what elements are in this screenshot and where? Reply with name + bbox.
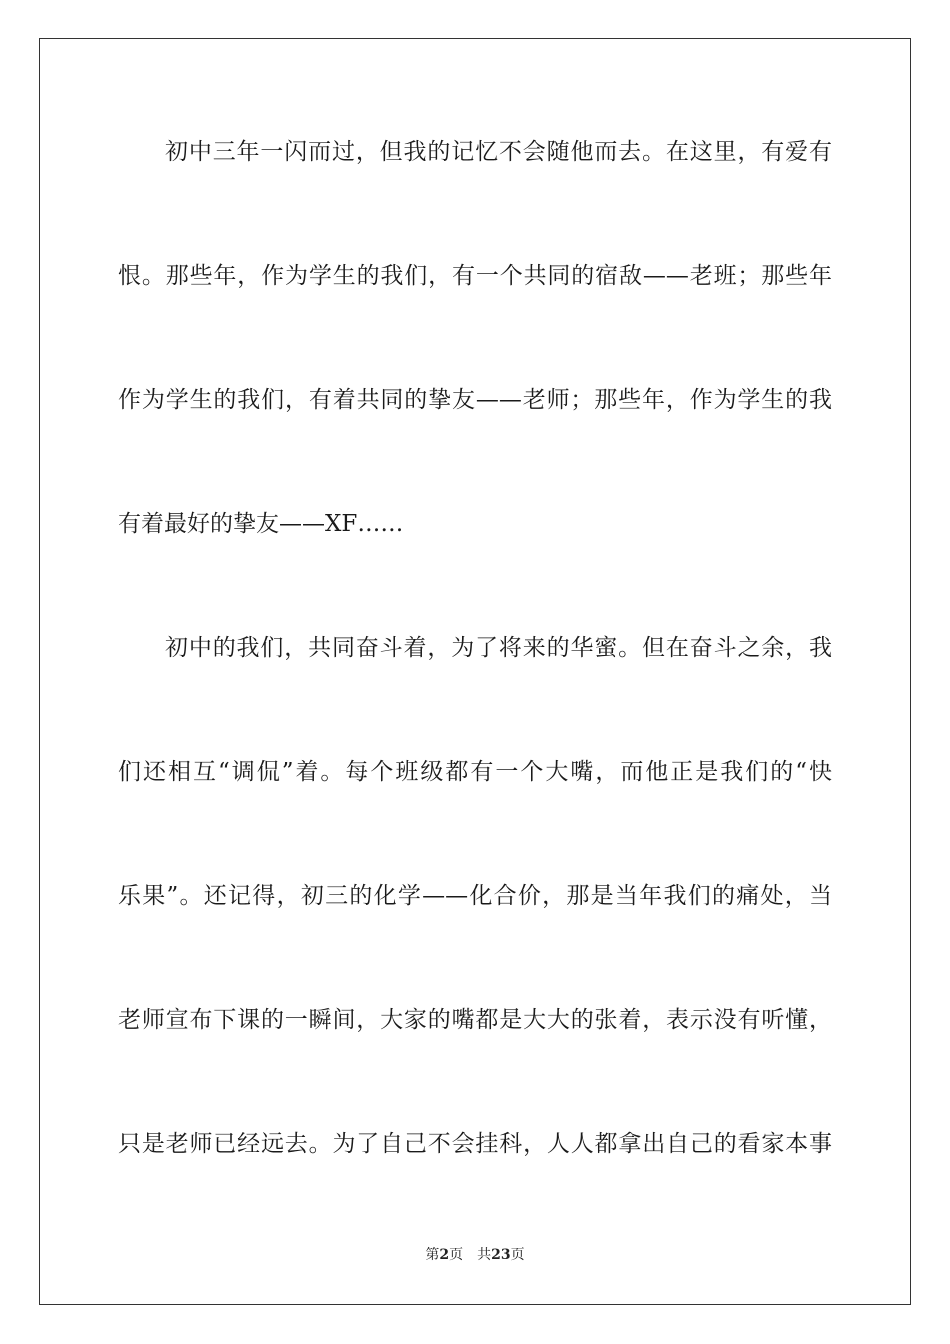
footer-page-prefix: 第 <box>425 1247 440 1263</box>
footer-page-number: 2 <box>439 1247 450 1263</box>
paragraph-2-line-3: 乐果”。还记得，初三的化学——化合价，那是当年我们的痛处，当 <box>118 883 832 909</box>
paragraph-1-line-3: 作为学生的我们，有着共同的挚友——老师；那些年，作为学生的我 <box>118 387 832 413</box>
paragraph-1-line-2: 恨。那些年，作为学生的我们，有一个共同的宿敌——老班；那些年 <box>118 263 832 289</box>
paragraph-1-line-4: 有着最好的挚友——XF…… <box>118 511 404 537</box>
paragraph-1-line-1: 初中三年一闪而过，但我的记忆不会随他而去。在这里，有爱有 <box>165 139 832 165</box>
paragraph-2-line-4: 老师宣布下课的一瞬间，大家的嘴都是大大的张着，表示没有听懂， <box>118 1007 832 1033</box>
footer-total-suffix: 页 <box>510 1247 525 1263</box>
footer-total-prefix: 共 <box>477 1247 492 1263</box>
page-footer <box>0 1245 950 1265</box>
footer-total-pages: 23 <box>491 1247 511 1263</box>
paragraph-2-line-5: 只是老师已经远去。为了自己不会挂科，人人都拿出自己的看家本事 <box>118 1131 832 1157</box>
page-border <box>39 38 911 1305</box>
paragraph-2-line-2: 们还相互“调侃”着。每个班级都有一个大嘴，而他正是我们的“快 <box>118 759 832 785</box>
paragraph-2-line-1: 初中的我们，共同奋斗着，为了将来的华蜜。但在奋斗之余，我 <box>165 635 832 661</box>
footer-page-suffix: 页 <box>449 1247 464 1263</box>
